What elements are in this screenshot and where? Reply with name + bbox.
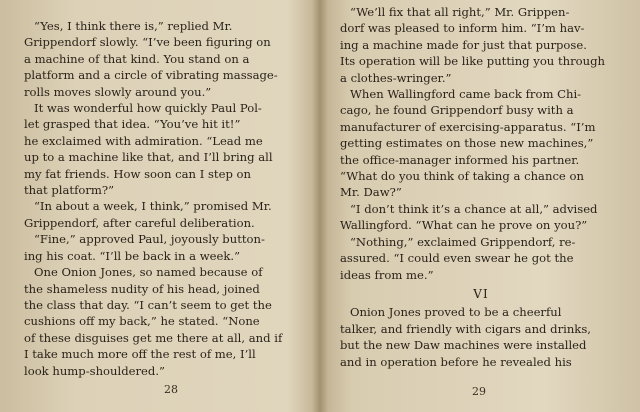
text-line: a clothes-wringer.” [340, 70, 452, 85]
text-line: assured. “I could even swear he got the [340, 251, 574, 266]
text-line: the class that day. “I can’t seem to get the [24, 297, 272, 312]
text-line: Grippendorf slowly. “I’ve been figuring on [24, 35, 271, 50]
text-line: platform and a circle of vibrating massage- [24, 68, 278, 83]
left-page-text [24, 18, 298, 379]
text-line: “Nothing,” exclaimed Grippendorf, re- [350, 234, 576, 249]
right-page-text [340, 4, 622, 370]
text-line: Mr. Daw?” [340, 185, 402, 200]
page-number-right: 29 [472, 385, 486, 398]
text-line: my fat friends. How soon can I step on [24, 166, 251, 181]
page-number-left: 28 [164, 383, 178, 396]
text-line: I take much more off the rest of me, I’ll [24, 347, 256, 362]
text-line: Grippendorf, after careful deliberation. [24, 215, 255, 230]
text-line: he exclaimed with admiration. “Lead me [24, 133, 263, 148]
text-line: It was wonderful how quickly Paul Pol- [34, 101, 262, 116]
text-line: ing his coat. “I’ll be back in a week.” [24, 248, 241, 263]
text-line: look hump-shouldered.” [24, 363, 165, 378]
chapter-heading: VI [473, 286, 489, 301]
text-line: When Wallingford came back from Chi- [350, 87, 582, 102]
text-line: dorf was pleased to inform him. “I’m hav- [340, 21, 585, 36]
text-line: ideas from me.” [340, 267, 434, 282]
text-line: talker, and friendly with cigars and drinks, [340, 321, 591, 336]
text-line: but the new Daw machines were installed [340, 338, 587, 353]
text-line: cago, he found Grippendorf busy with a [340, 103, 574, 118]
text-line: “Yes, I think there is,” replied Mr. [34, 19, 233, 33]
text-line: “Fine,” approved Paul, joyously button- [34, 232, 265, 247]
text-line: Wallingford. “What can he prove on you?” [340, 218, 588, 233]
left-page [0, 0, 318, 412]
text-line: Onion Jones proved to be a cheerful [350, 305, 562, 320]
text-line: the office-manager informed his partner. [340, 152, 580, 167]
text-line: that platform?” [24, 183, 115, 198]
text-line: Its operation will be like putting you through [340, 54, 605, 69]
text-line: a machine of that kind. You stand on a [24, 51, 250, 66]
text-line: rolls moves slowly around you.” [24, 84, 212, 99]
text-line: cushions off my back,” he stated. “None [24, 314, 260, 329]
text-line: “In about a week, I think,” promised Mr. [34, 199, 272, 214]
text-line: and in operation before he revealed his [340, 354, 572, 369]
text-line: of these disguises get me there at all, and if [24, 330, 283, 345]
text-line: getting estimates on those new machines,” [340, 136, 594, 151]
text-line: let grasped that idea. “You’ve hit it!” [24, 117, 241, 132]
text-line: “I don’t think it’s a chance at all,” advised [350, 201, 598, 216]
text-line: manufacturer of exercising-apparatus. “I’m [340, 119, 596, 134]
text-line: up to a machine like that, and I’ll bring all [24, 150, 273, 165]
text-line: ing a machine made for just that purpose. [340, 37, 587, 52]
text-line: “What do you think of taking a chance on [340, 169, 584, 184]
right-page [322, 0, 640, 412]
text-line: One Onion Jones, so named because of [34, 265, 263, 280]
text-line: “We’ll fix that all right,” Mr. Grippen- [350, 5, 570, 19]
text-line: the shameless nudity of his head, joined [24, 281, 260, 296]
